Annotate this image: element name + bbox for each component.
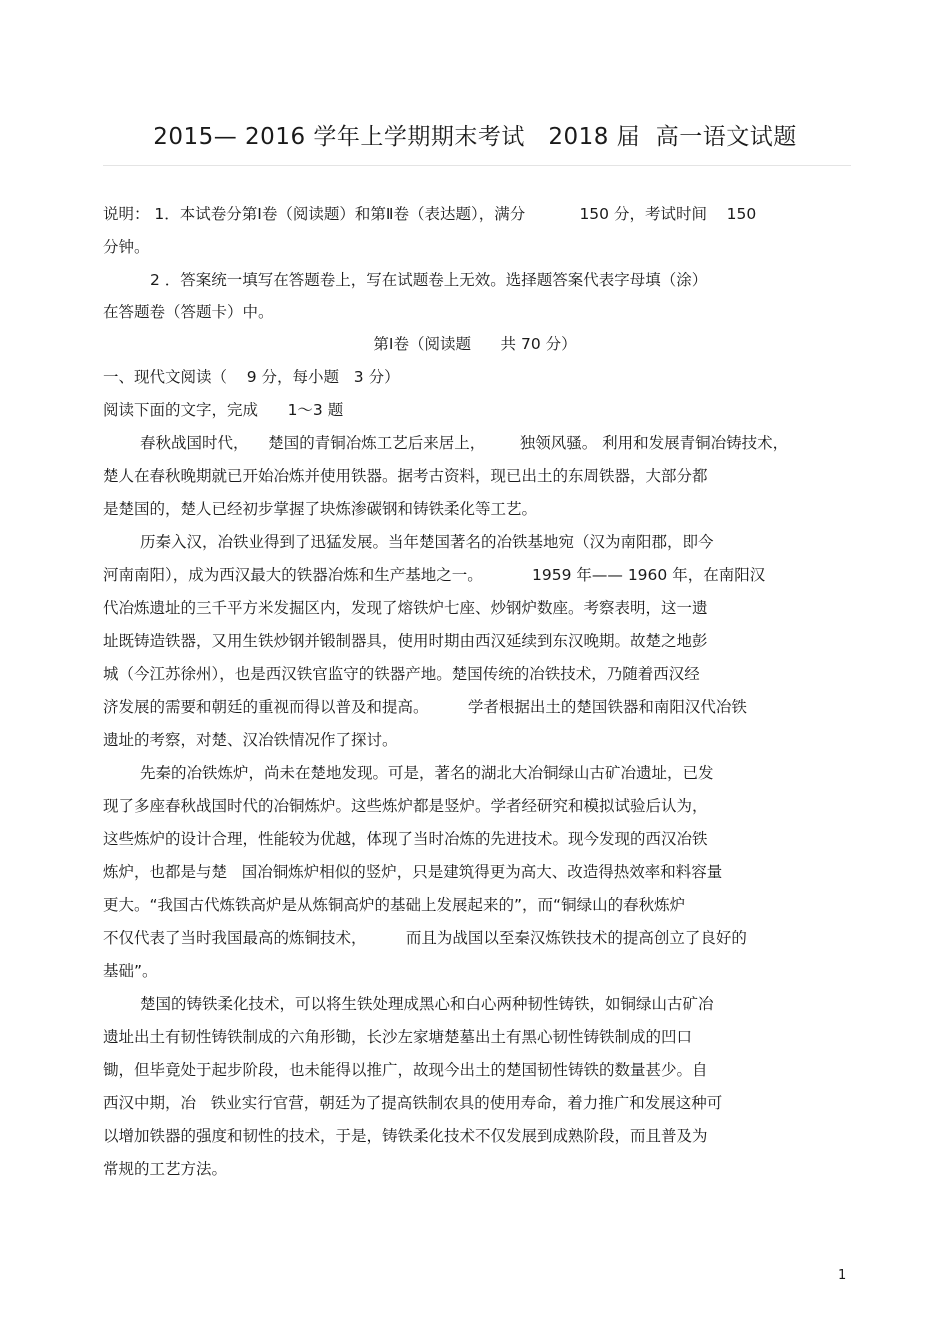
passage-line: 更大。“我国古代炼铁高炉是从炼铜高炉的基础上发展起来的”，而“铜绿山的春秋炼炉: [103, 896, 686, 914]
reading-instruction: 阅读下面的文字，完成 1～3 题: [103, 401, 344, 419]
question-heading: 一、现代文阅读（ 9 分，每小题 3 分）: [103, 368, 400, 386]
section-heading: 第Ⅰ卷（阅读题 共 70 分）: [373, 335, 577, 353]
passage-line: 常规的工艺方法。: [103, 1160, 228, 1178]
passage-line: 遗址的考察，对楚、汉冶铁情况作了探讨。: [103, 731, 398, 749]
page-number: 1: [838, 1268, 847, 1283]
passage-line: 城（今江苏徐州），也是西汉铁官监守的铁器产地。楚国传统的冶铁技术，乃随着西汉经: [103, 665, 700, 683]
passage-line: 炼炉，也都是与楚 国冶铜炼炉相似的竖炉，只是建筑得更为高大、改造得热效率和料容量: [103, 863, 723, 881]
instruction-line: 说明： 1．本试卷分第Ⅰ卷（阅读题）和第Ⅱ卷（表达题），满分 150 分，考试时间 150: [103, 205, 757, 223]
passage-line: 锄，但毕竟处于起步阶段，也未能得以推广，故现今出土的楚国韧性铸铁的数量甚少。自: [103, 1061, 708, 1079]
passage-line: 以增加铁器的强度和韧性的技术，于是，铸铁柔化技术不仅发展到成熟阶段，而且普及为: [103, 1127, 708, 1145]
passage-line: 先秦的冶铁炼炉，尚未在楚地发现。可是，著名的湖北大冶铜绿山古矿冶遗址，已发: [140, 764, 714, 782]
exam-title: 2015— 2016 学年上学期期末考试 2018 届 高一语文试题: [153, 124, 797, 150]
instruction-line: 2 ．答案统一填写在答题卷上，写在试题卷上无效。选择题答案代表字母填（涂）: [150, 271, 708, 289]
passage-line: 址既铸造铁器，又用生铁炒钢并锻制器具，使用时期由西汉延续到东汉晚期。故楚之地彭: [103, 632, 708, 650]
passage-line: 河南南阳），成为西汉最大的铁器冶炼和生产基地之一。 1959 年—— 1960 年，在南阳汉: [103, 566, 766, 584]
passage-line: 春秋战国时代， 楚国的青铜冶炼工艺后来居上， 独领风骚。 利用和发展青铜冶铸技术，: [140, 434, 789, 452]
passage-line: 是楚国的，楚人已经初步掌握了块炼渗碳钢和铸铁柔化等工艺。: [103, 500, 538, 518]
instruction-line: 分钟。: [103, 238, 150, 256]
passage-line: 遗址出土有韧性铸铁制成的六角形锄，长沙左家塘楚墓出土有黑心韧性铸铁制成的凹口: [103, 1028, 693, 1046]
passage-line: 楚国的铸铁柔化技术，可以将生铁处理成黑心和白心两种韧性铸铁，如铜绿山古矿冶: [140, 995, 714, 1013]
passage-line: 现了多座春秋战国时代的冶铜炼炉。这些炼炉都是竖炉。学者经研究和模拟试验后认为，: [103, 797, 708, 815]
passage-line: 济发展的需要和朝廷的重视而得以普及和提高。 学者根据出土的楚国铁器和南阳汉代冶铁: [103, 698, 747, 716]
passage-line: 不仅代表了当时我国最高的炼铜技术， 而且为战国以至秦汉炼铁技术的提高创立了良好的: [103, 929, 747, 947]
passage-line: 西汉中期，冶 铁业实行官营，朝廷为了提高铁制农具的使用寿命，着力推广和发展这种可: [103, 1094, 723, 1112]
passage-line: 基础”。: [103, 962, 158, 980]
instruction-line: 在答题卷（答题卡）中。: [103, 303, 274, 321]
passage-line: 这些炼炉的设计合理，性能较为优越，体现了当时冶炼的先进技术。现今发现的西汉冶铁: [103, 830, 708, 848]
passage-line: 代冶炼遗址的三千平方米发掘区内，发现了熔铁炉七座、炒钢炉数座。考察表明，这一遗: [103, 599, 708, 617]
passage-line: 历秦入汉，冶铁业得到了迅猛发展。当年楚国著名的冶铁基地宛（汉为南阳郡，即今: [140, 533, 714, 551]
passage-line: 楚人在春秋晚期就已开始冶炼并使用铁器。据考古资料，现已出土的东周铁器，大部分都: [103, 467, 708, 485]
title-divider: [103, 165, 851, 166]
